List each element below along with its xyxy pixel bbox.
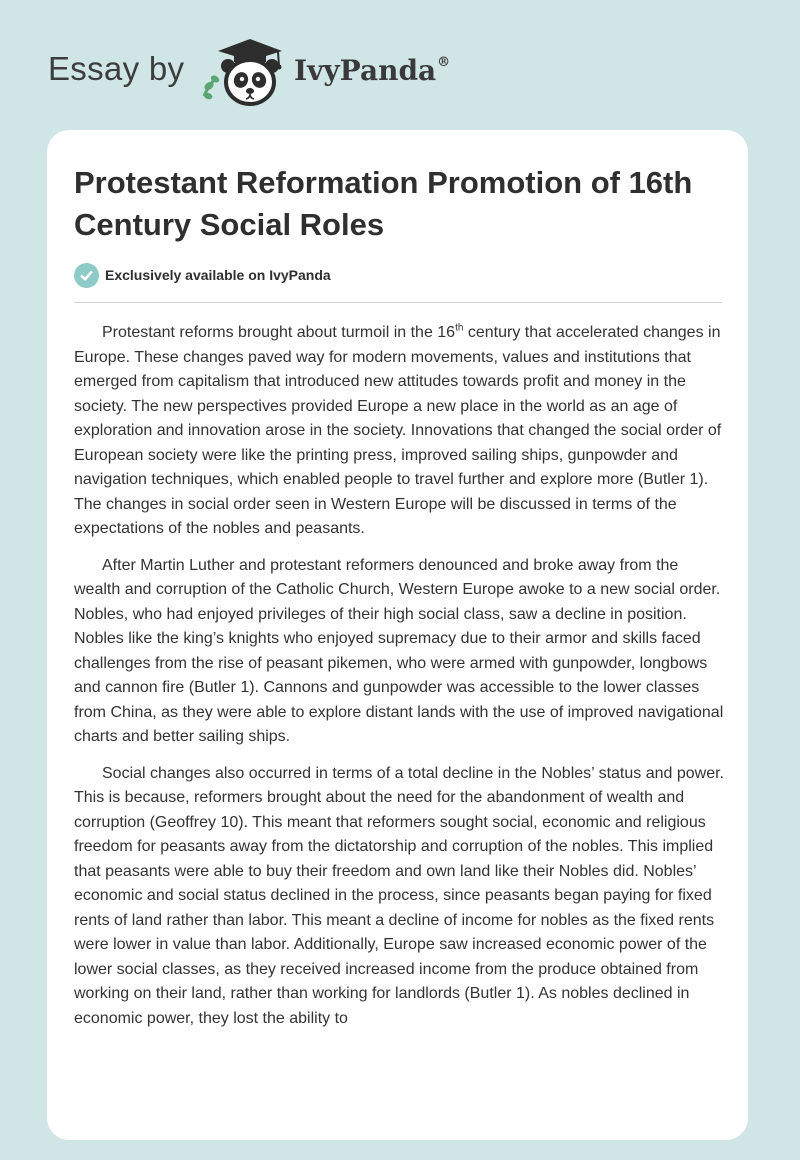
check-icon: [74, 263, 99, 288]
brand-name[interactable]: IvyPanda®: [294, 54, 451, 87]
site-header: [48, 36, 548, 108]
essay-card: [47, 130, 748, 1140]
registered-mark: ®: [437, 54, 451, 70]
paragraph-3: Social changes also occurred in terms of a total decline in the Nobles’ status and power. This is because, reformers brought about the need for the abandonment of wealth and corruption (Geoffrey 10). This meant that reformers sought social, economic and religious freedom for peasants away from the dictatorship and corruption of the nobles. This implied that peasants were able to buy their freedom and own land like their Nobles did. Nobles’ economic and social status declined in the process, since peasants began paying for fixed rents of land rather than labor. This meant a decline of income for nobles as the fixed rents were lower in value than labor. Additionally, Europe saw increased economic power of the lower social classes, as they received increased income from the produce obtained from working on their land, rather than working for landlords (Butler 1). As nobles declined in economic power, they lost the ability to: [74, 764, 724, 1027]
paragraph-1: Protestant reforms brought about turmoil in the 16th century that accelerated changes in Europe. These changes paved way for modern movements, values and institutions that emerged from capitalism that introduced new attitudes towards profit and money in the society. The new perspectives provided Europe a new place in the world as an age of exploration and innovation arose in the society. Innovations that changed the social order of European society were like the printing press, improved sailing ships, gunpowder and navigation techniques, which enabled people to travel further and explore more (Butler 1). The changes in social order seen in Western Europe will be discussed in terms of the expectations of the nobles and peasants.: [74, 322, 722, 537]
exclusive-badge: [74, 262, 331, 288]
divider: [74, 302, 722, 303]
paragraph-2: After Martin Luther and protestant reformers denounced and broke away from the wealth and corruption of the Catholic Church, Western Europe awoke to a new social order. Nobles, who had enjoyed privileges of their high social class, saw a decline in position. Nobles like the king’s knights who enjoyed supremacy due to their armor and skills faced challenges from the rise of peasant pikemen, who were armed with gunpowder, longbows and cannon fire (Butler 1). Cannons and gunpowder was accessible to the lower classes from China, as they were able to explore distant lands with the use of improved navigational charts and better sailing ships.: [74, 556, 724, 745]
exclusive-badge-text: Exclusively available on IvyPanda: [105, 267, 331, 283]
panda-graduation-cap-icon[interactable]: [200, 36, 290, 108]
essay-title: Protestant Reformation Promotion of 16th Century Social Roles: [74, 165, 693, 242]
brand-prefix: Essay by: [48, 50, 185, 87]
essay-body: [74, 321, 726, 1043]
